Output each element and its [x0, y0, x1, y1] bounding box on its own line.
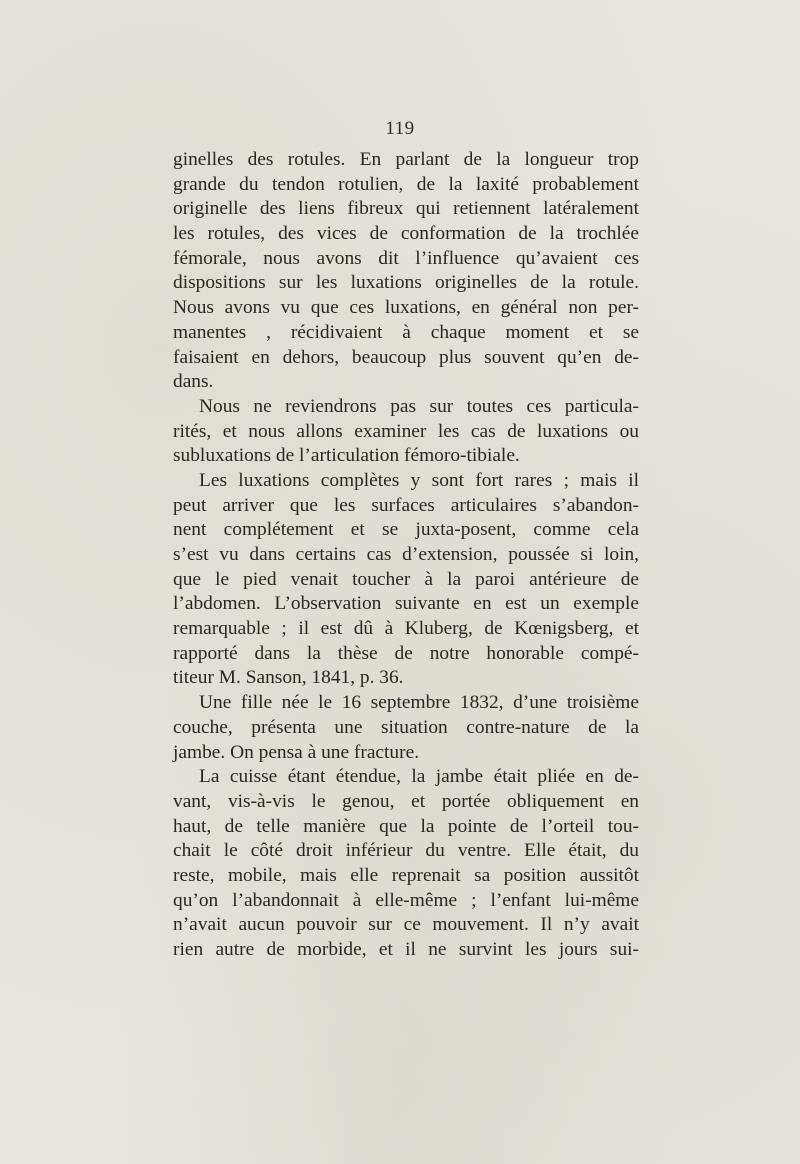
- text-line: Nous avons vu que ces luxations, en général non per-: [173, 297, 639, 319]
- text-line: fémorale, nous avons dit l’influence qu’avaient ces: [173, 247, 639, 269]
- text-line: originelle des liens fibreux qui retiennent latéralement: [173, 198, 639, 220]
- text-line: chait le côté droit inférieur du ventre. Elle était, du: [173, 840, 639, 862]
- text-line: La cuisse étant étendue, la jambe était pliée en de-: [199, 766, 639, 788]
- text-line: jambe. On pensa à une fracture.: [173, 741, 420, 763]
- text-line: haut, de telle manière que la pointe de l’orteil tou-: [173, 815, 639, 837]
- text-line: faisaient en dehors, beaucoup plus souvent qu’en de-: [173, 346, 639, 368]
- text-line: rien autre de morbide, et il ne survint les jours sui-: [173, 939, 639, 960]
- text-line: rités, et nous allons examiner les cas de luxations ou: [173, 420, 639, 442]
- text-line: nent complétement et se juxta-posent, comme cela: [173, 519, 639, 541]
- text-line: que le pied venait toucher à la paroi antérieure de: [173, 568, 639, 590]
- text-line: rapporté dans la thèse de notre honorable compé-: [173, 642, 639, 664]
- text-line: dans.: [173, 371, 214, 393]
- text-line: titeur M. Sanson, 1841, p. 36.: [173, 667, 404, 689]
- text-line: dispositions sur les luxations originelles de la rotule.: [173, 272, 639, 294]
- text-line: peut arriver que les surfaces articulaires s’abandon-: [173, 494, 639, 516]
- text-line: reste, mobile, mais elle reprenait sa position aussitôt: [173, 864, 639, 886]
- text-line: n’avait aucun pouvoir sur ce mouvement. Il n’y avait: [173, 914, 639, 936]
- text-line: Une fille née le 16 septembre 1832, d’une troisième: [199, 692, 639, 714]
- text-line: subluxations de l’articulation fémoro-tibiale.: [173, 445, 520, 467]
- text-line: manentes , récidivaient à chaque moment et se: [173, 321, 639, 343]
- text-line: s’est vu dans certains cas d’extension, poussée si loin,: [173, 544, 639, 565]
- text-line: ginelles des rotules. En parlant de la longueur trop: [173, 149, 639, 170]
- text-line: qu’on l’abandonnait à elle-même ; l’enfant lui-même: [173, 889, 639, 911]
- text-line: Nous ne reviendrons pas sur toutes ces particula-: [199, 395, 639, 417]
- text-line: remarquable ; il est dû à Kluberg, de Kœnigsberg, et: [173, 618, 639, 640]
- body-text: [173, 148, 639, 963]
- page-number: 119: [385, 118, 415, 139]
- text-line: l’abdomen. L’observation suivante en est un exemple: [173, 593, 639, 615]
- text-line: couche, présenta une situation contre-nature de la: [173, 716, 639, 738]
- text-line: vant, vis-à-vis le genou, et portée obliquement en: [173, 790, 639, 812]
- text-line: grande du tendon rotulien, de la laxité probablement: [173, 173, 639, 195]
- text-line: les rotules, des vices de conformation de la trochlée: [173, 223, 639, 245]
- text-line: Les luxations complètes y sont fort rares ; mais il: [199, 469, 639, 491]
